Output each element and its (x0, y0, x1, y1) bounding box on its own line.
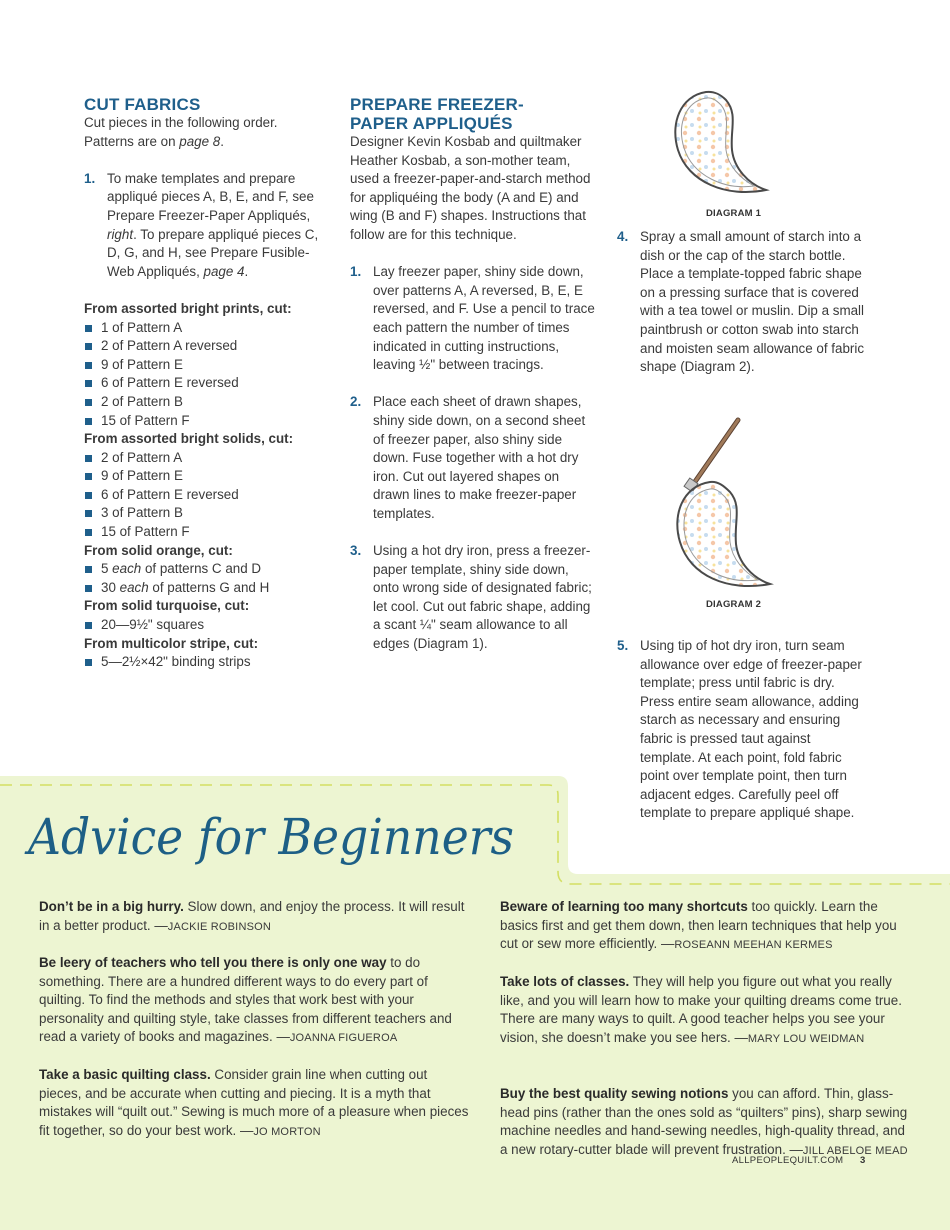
cut-group-heading: From multicolor stripe, cut: (84, 635, 259, 651)
cut-fabrics-title: CUT FABRICS (84, 95, 201, 114)
cut-list-orange (84, 560, 334, 597)
cut-list-item: 15 of Pattern F (84, 523, 334, 542)
diagram-1-label: DIAGRAM 1 (706, 208, 762, 219)
cut-step-1-text-c: . (244, 263, 249, 279)
cut-step-1 (84, 170, 334, 282)
advice-item: Don’t be in a big hurry. Slow down, and enjoy the process. It will result in a better product. —JACKIE ROBINSON (39, 899, 465, 933)
footer-page-number: 3 (860, 1155, 866, 1166)
cut-list-item: 6 of Pattern E reversed (84, 486, 334, 505)
freezer-steps (350, 263, 598, 653)
freezer-title-line-1: PREPARE FREEZER- (350, 95, 524, 114)
cut-list-turquoise (84, 616, 334, 635)
cut-list-item: 1 of Pattern A (84, 319, 334, 338)
freezer-step-3: 3. Using a hot dry iron, press a freezer-paper template, shiny side down, onto wrong side of designated fabric; let cool. Cut out fabric shape, adding a scant ¼" seam allowance to all edges (Diagram 1). (350, 543, 592, 652)
cut-list-item: 6 of Pattern E reversed (84, 374, 334, 393)
cut-group-heading: From solid turquoise, cut: (84, 598, 250, 614)
cut-list-item: 2 of Pattern A (84, 449, 334, 468)
cut-list-item: 9 of Pattern E (84, 467, 334, 486)
diagram-1-illustration (668, 88, 773, 204)
cut-fabrics-intro (84, 114, 334, 151)
advice-item: Be leery of teachers who tell you there is only one way to do something. There are a hundred different ways to do every part of quilting. To find the methods and styles that work best with your personality and quilting style, take classes from different teachers and read a variety of books and magazines. —JOANNA FIGUEROA (39, 955, 452, 1045)
cut-list-item: 5—2½×42" binding strips (84, 653, 334, 672)
cut-intro-page-ref: page 8 (179, 133, 221, 149)
cut-intro-line-1: Cut pieces in the following order. (84, 115, 278, 130)
freezer-intro: Designer Kevin Kosbab and quiltmaker Heather Kosbab, a son-mother team, used a freezer-paper-and-starch method for appliquéing the body (A and E) and wing (B and F) shapes. Instructions that follow are for this technique. (350, 134, 591, 242)
freezer-step-1: 1. Lay freezer paper, shiny side down, over patterns A, A reversed, B, E, E reversed, and F. Use a pencil to trace each pattern the number of times indicated in cutting instructions, leaving ½" between tracings. (350, 264, 595, 373)
advice-item: Buy the best quality sewing notions you can afford. Thin, glass-head pins (rather than the ones sold as “quilters” pins), sharp sewing machine needles and hand-sewing needles, high-quality thread, and a new rotary-cutter blade will prevent frustration. —JILL ABELOE MEAD (500, 1086, 908, 1157)
advice-item: Take a basic quilting class. Consider grain line when cutting out pieces, and be accurate when cutting and piecing. It is a myth that mistakes will “quilt out.” Sewing is much more of a pleasure when pieces fit together, so do your best work. —JO MORTON (39, 1067, 469, 1138)
cut-group-heading: From assorted bright solids, cut: (84, 431, 294, 447)
cut-step-1-num: 1. (84, 170, 96, 186)
freezer-title (350, 95, 598, 133)
advice-title-text: Advice for Beginners (24, 808, 514, 866)
cut-intro-period: . (220, 133, 224, 149)
cut-list-item: 15 of Pattern F (84, 412, 334, 431)
cut-step-1-italic-b: page 4 (203, 263, 245, 279)
cut-group-heading: From solid orange, cut: (84, 542, 233, 558)
cut-steps (84, 170, 334, 282)
cut-list-item: 30 each of patterns G and H (84, 579, 334, 598)
freezer-title-line-2: PAPER APPLIQUÉS (350, 114, 513, 133)
cut-list-prints (84, 319, 334, 431)
cut-step-1-text-a: To make templates and prepare appliqué pieces A, B, E, and F, see Prepare Freezer-Paper Appliqués, (107, 170, 314, 223)
freezer-section (350, 95, 598, 672)
cut-group-heading: From assorted bright prints, cut: (84, 300, 292, 316)
cut-list-item: 9 of Pattern E (84, 356, 334, 375)
right-step-5: 5. Using tip of hot dry iron, turn seam allowance over edge of freezer-paper template; press until fabric is dry. Press entire seam allowance, adding starch as necessary and ensuring fabric is pressed taut against template. At each point, fold fabric point over template point, then turn adjacent edges. Carefully peel off template to prepare appliqué shape. (617, 638, 862, 821)
right-steps-b (617, 637, 867, 842)
cut-step-1-italic-a: right (107, 226, 134, 242)
cut-list-item: 20—9½" squares (84, 616, 334, 635)
diagram-2-label: DIAGRAM 2 (706, 599, 762, 610)
freezer-step-2: 2. Place each sheet of drawn shapes, shiny side down, on a second sheet of freezer paper, also shiny side down. Fuse together with a hot dry iron. Cut out layered shapes on drawn lines to make freezer-paper templates. (350, 394, 586, 521)
cut-list-item: 3 of Pattern B (84, 504, 334, 523)
right-steps-a (617, 228, 865, 395)
diagram-2-illustration (668, 414, 776, 598)
cut-intro-line-2: Patterns are on (84, 133, 180, 149)
cut-fabrics-section (84, 95, 334, 672)
footer-site: ALLPEOPLEQUILT.COM (732, 1155, 844, 1166)
advice-item: Take lots of classes. They will help you figure out what you really like, and you will learn how to make your quilting dreams come true. There are many ways to quilt. A good teacher helps you see your vision, she doesn’t make you see hers. —MARY LOU WEIDMAN (500, 974, 902, 1045)
cut-list-item: 2 of Pattern A reversed (84, 337, 334, 356)
right-step-4: 4. Spray a small amount of starch into a dish or the cap of the starch bottle. Place a template-topped fabric shape on a pressing surface that is covered with a tea towel or muslin. Dip a small paintbrush or cotton swab into starch and moisten seam allowance of fabric shape (Diagram 2). (617, 229, 865, 375)
cut-list-solids (84, 449, 334, 542)
cut-list-item: 2 of Pattern B (84, 393, 334, 412)
cut-list-stripe (84, 653, 334, 672)
advice-item: Beware of learning too many shortcuts too quickly. Learn the basics first and get them down, then learn techniques that help you cut or sew more efficiently. —ROSEANN MEEHAN KERMES (500, 899, 897, 952)
cut-step-1-text-b: . To prepare appliqué pieces C, D, G, and H, see Prepare Fusible-Web Appliqués, (107, 226, 319, 279)
advice-title (24, 792, 524, 896)
cut-list-item: 5 each of patterns C and D (84, 560, 334, 579)
